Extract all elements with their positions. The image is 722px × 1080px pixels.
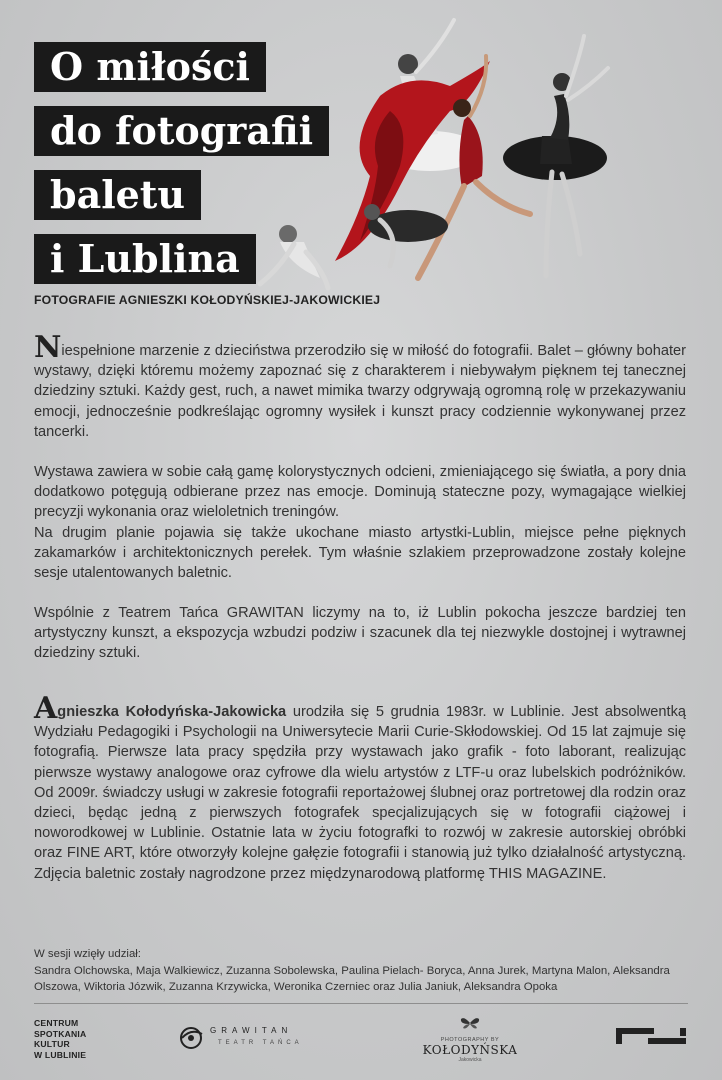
intro-paragraph — [34, 330, 686, 442]
dancer-seated — [364, 204, 448, 266]
grawitan-emblem-icon — [178, 1024, 206, 1052]
bio-name: gnieszka Kołodyńska-Jakowicka — [57, 704, 287, 720]
title-line-3: baletu — [34, 170, 201, 220]
title-line-1: O miłości — [34, 42, 266, 92]
dancer-crouching — [260, 225, 328, 288]
title-line-4: i Lublina — [34, 234, 256, 284]
grawitan-subtitle: TEATR TAŃCA — [218, 1040, 303, 1046]
logo-ck-line-3: KULTUR — [34, 1039, 70, 1049]
ballet-dancers-photo — [250, 16, 640, 306]
intro-dropcap: N — [34, 330, 62, 365]
exhibition-text-b: Na drugim planie pojawia się także ukochane miasto artystki-Lublin, miejsce pełne pięknych zakamarków i architektonicznych perełek. Tym właśnie szlakiem przeprowadzone zostały kolejne sesje utalentowanych baletnic. — [34, 524, 686, 582]
credits — [34, 946, 694, 996]
title-line-2: do fotografii — [34, 106, 329, 156]
logo-kolodynska — [420, 1016, 520, 1063]
logo-grawitan — [178, 1024, 318, 1052]
bio-dropcap: A — [34, 691, 58, 726]
kolodynska-small-text: PHOTOGRAPHY BY — [440, 1037, 500, 1043]
credits-names: Sandra Olchowska, Maja Walkiewicz, Zuzanna Sobolewska, Paulina Pielach- Boryca, Anna Jurek, Martyna Malon, Aleksandra Olszowa, Wiktoria Józwik, Zuzanna Krzywicka, Weronika Czerniec oraz Julia Janiuk, Aleksandra Opoka — [34, 964, 670, 993]
exhibition-text-a: Wystawa zawiera w sobie całą gamę kolorystycznych odcieni, zmieniającego się światła, a pory dnia dodatkowo potęgują odbierane przez nas emocje. Dominują stateczne pozy, wymagające wielkiej precyzji wykonania oraz wieloletnich treningów. — [34, 464, 686, 521]
intro-text: iespełnione marzenie z dzieciństwa przerodziło się w miłość do fotografii. Balet – główny bohater wystawy, dzięki któremu możemy zapoznać się z charakterem i niebywałym pięknem tej tanecznej dziedziny sztuki. Każdy gest, ruch, a nawet mimika twarzy odgrywają ogromną rolę w przekazywaniu emocji, jednocześnie podkreślając ogromny wysiłek i kunszt pracy codziennie wykonywanej przez tancerki. — [34, 343, 686, 440]
partner-logo-icon — [614, 1026, 688, 1046]
kolodynska-tiny-text: Jakowicka — [458, 1057, 482, 1063]
grawitan-name: GRAWITAN — [210, 1026, 293, 1035]
logo-centrum-spotkania-kultur — [34, 1018, 86, 1060]
bio-text: urodziła się 5 grudnia 1983r. w Lublinie. Jest absolwentką Wydziału Pedagogiki i Psychologii na Uniwersytecie Marii Curie-Skłodowskiej. Od 15 lat zajmuje się fotografią. Pierwsze lata pracy spędziła przy wystawach jako grafik - foto laborant, realizując pierwsze wystawy analogowe oraz cyfrowe dla wielu artystów z LTF-u oraz lubelskich podróżników. Od 2009r. świadczy usługi w zakresie fotografii reportażowej ślubnej oraz portretowej dla rodzin oraz dzieci, będąc jedną z pierwszych fotografek specjalizujących się w fotografii ciążowej i noworodkowej w Lublinie. Ostatnie lata w życiu fotografki to rozwój w zakresie autorskiej obróbki oraz FINE ART, które otworzyły kolejne gałęzie fotografii i stanowią już tylko działalność artystyczną. Zdjęcia baletnic zostały nagrodzone przez międzynarodową platformę THIS MAGAZINE. — [34, 704, 686, 882]
logo-ck-line-1: CENTRUM — [34, 1018, 79, 1028]
grawitan-paragraph: Wspólnie z Teatrem Tańca GRAWITAN liczymy na to, iż Lublin pokocha jeszcze bardziej ten artystyczny kunszt, a ekspozycja wzbudzi podziw i szacunek dla tej niezwykle dostojnej i wytrawnej dziedziny sztuki. — [34, 605, 686, 662]
credits-heading: W sesji wzięły udział: — [34, 948, 141, 960]
dancer-black-tutu — [503, 36, 608, 276]
butterfly-icon — [460, 1016, 480, 1030]
bio-paragraph — [34, 691, 686, 884]
footer-divider — [34, 1003, 688, 1004]
kolodynska-name: KOŁODYŃSKA — [422, 1043, 518, 1057]
logo-ck-line-4: W LUBLINIE — [34, 1049, 87, 1060]
exhibition-paragraph — [34, 462, 686, 583]
subtitle: FOTOGRAFIE AGNIESZKI KOŁODYŃSKIEJ-JAKOWICKIEJ — [34, 293, 381, 307]
logo-ck-line-2: SPOTKANIA — [34, 1028, 87, 1039]
